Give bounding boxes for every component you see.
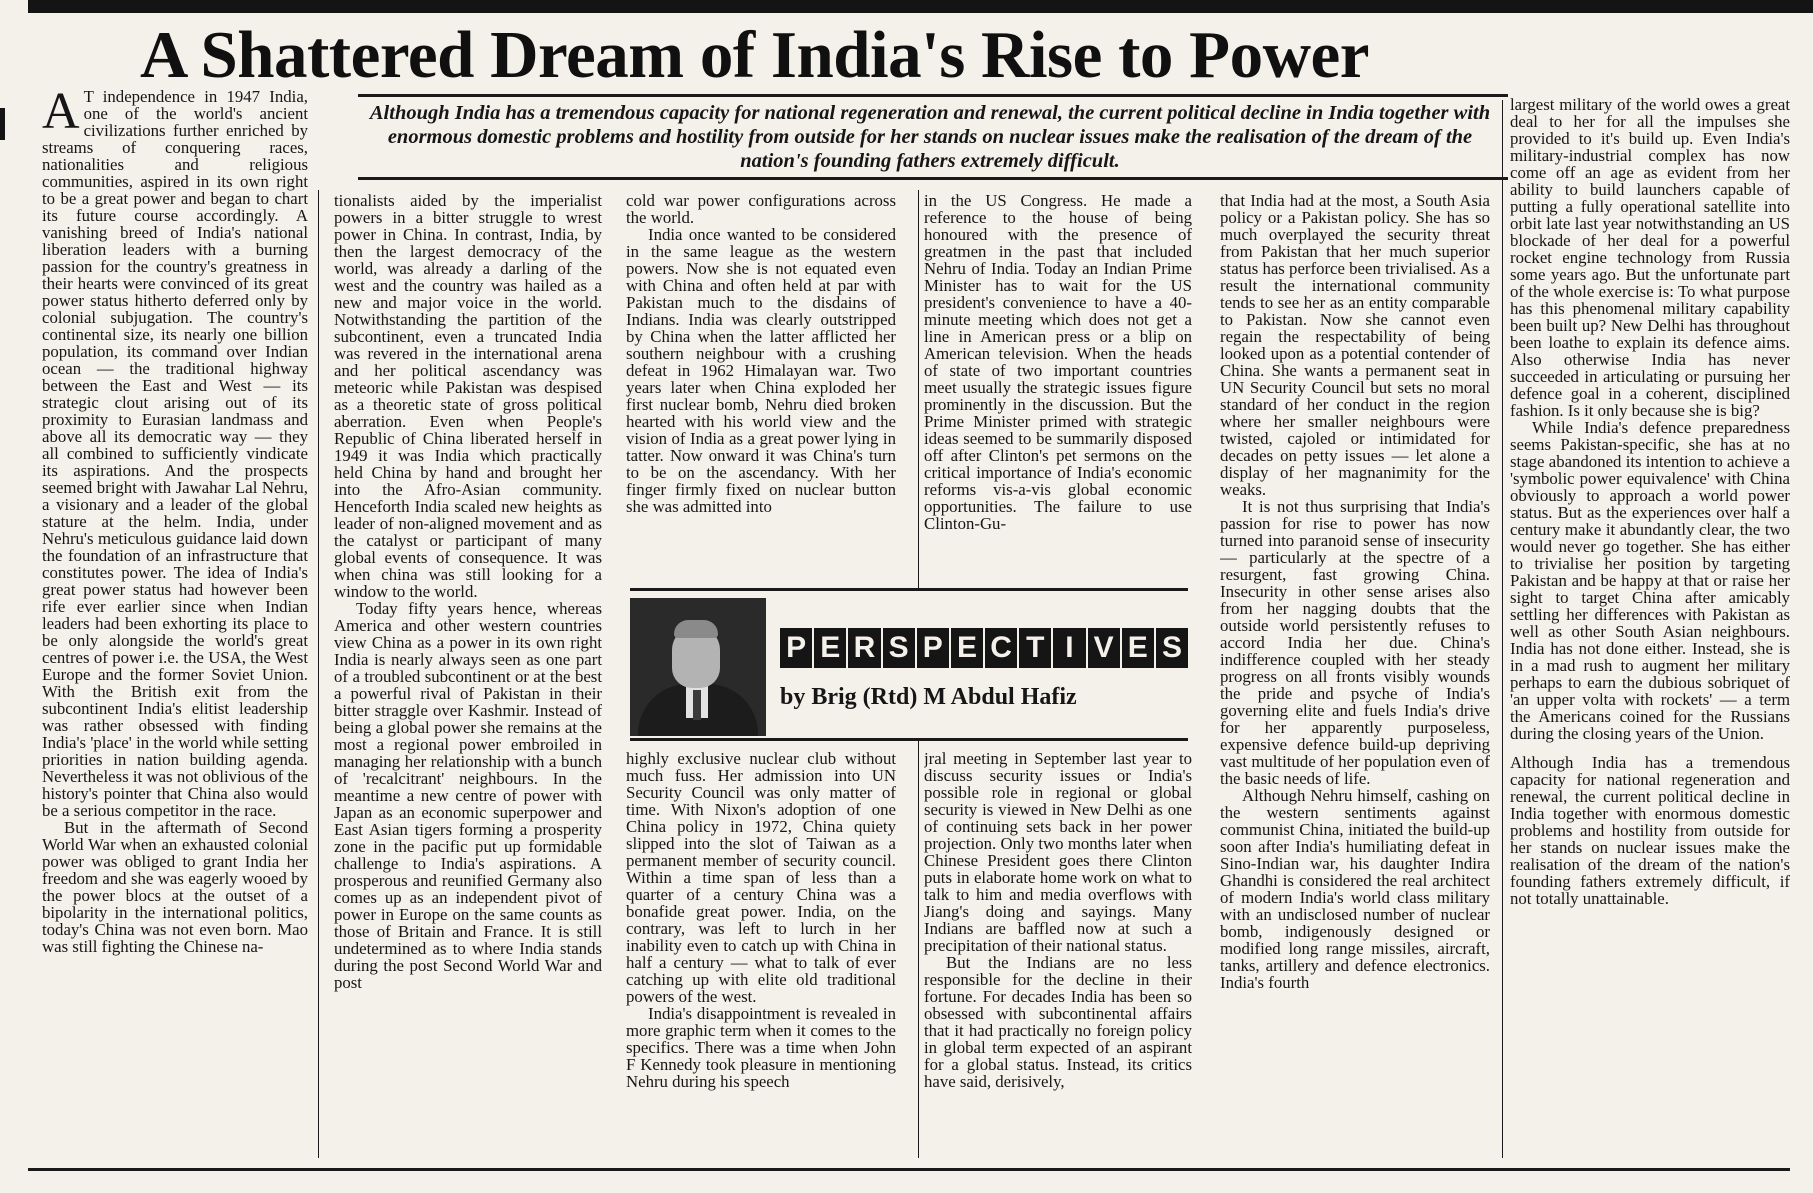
deck-bottom-rule — [358, 177, 1508, 180]
bottom-rule — [28, 1168, 1790, 1171]
column-2 — [334, 192, 602, 1160]
banner-letter: S — [883, 628, 915, 668]
banner-letter: E — [1122, 628, 1154, 668]
paragraph: Although Nehru himself, cashing on the western sentiments against communist China, initiated the build-up soon after India's humiliating defeat in Sino-Indian war, his daughter Indira Ghandhi is considered the real architect of modern India's world class military with an undisclosed number of nuclear bomb, indigenously designed or modified long range missiles, aircraft, tanks, artillery and defence electronics. India's fourth — [1220, 786, 1490, 992]
paragraph: But in the aftermath of Second World War when an exhausted colonial power was obliged to grant India her freedom and she was eagerly wooed by the power blocs at the outset of a bipolarity in the international politics, today's China was not even born. Mao was still fighting the Chinese na- — [42, 818, 308, 956]
box-bottom-rule — [630, 738, 1188, 741]
paragraph: tionalists aided by the imperialist powers in a bitter struggle to wrest power in China. In contrast, India, by then the largest democracy of the world, was already a darling of the west and the country was hailed as a new and major voice in the world. Notwithstanding the partition of the subcontinent, even a truncated India was revered in the international arena and her political ascendancy was meteoric while Pakistan was despised as a theoretic state of gross political aberration. Even when People's Republic of China liberated herself in 1949 it was India which practically held China by hand and brought her into the Afro-Asian community. Henceforth India scaled new heights as leader of non-aligned movement and as the catalyst or participant of many global events of consequence. It was when china was still looking for a window to the world. — [334, 192, 602, 601]
banner-letter: I — [1053, 628, 1085, 668]
paragraph: largest military of the world owes a great deal to her for all the impulses she provided to it's build up. Even India's military-industrial complex has now come off an age as evident from her ability to build launchers capable of putting a fully operational satellite into orbit late last year notwithstanding an US blockade of her deal for a powerful rocket engine technology from Russia some years ago. But the unfortunate part of the whole exercise is: To what purpose has this phenomenal military capability been built up? New Delhi has throughout been loathe to explain its defence aims. Also otherwise India has never succeeded in articulating or pursuing her defence goal in a coherent, disciplined fashion. Is it only because she is big? — [1510, 96, 1790, 420]
author-photo — [630, 598, 766, 736]
paragraph: jral meeting in September last year to discuss security issues or India's possible role in regional or global security is viewed in New Delhi as one of continuing sets back in her power projection. Only two months later when Chinese President goes there Clinton puts in elaborate home work on what to talk to him and media overflows with Jiang's doing and sayings. Many Indians are baffled now at such a precipitation of their national status. — [924, 750, 1192, 955]
paragraph: Although India has a tremendous capacity for national regeneration and renewal, the current political decline in India together with enormous domestic problems and hostility from outside for her stands on nuclear issues make the realisation of the dream of the nation's founding fathers extremely difficult, if not totally unattainable. — [1510, 753, 1790, 908]
paragraph: India once wanted to be considered in the same league as the western powers. Now she is not equated even with China and often held at par with Pakistan much to the disdains of Indians. India was clearly outstripped by China when the latter afflicted her southern neighbour with a crushing defeat in 1962 Himalayan war. Two years later when China exploded her first nuclear bomb, Nehru died broken hearted with his world view and the vision of India as a great power lying in tatter. Now onward it was China's turn to be on the ascendancy. With her finger firmly fixed on nuclear button she was admitted into — [626, 225, 896, 516]
headline: A Shattered Dream of India's Rise to Power — [140, 18, 1369, 92]
column-4-bottom — [924, 750, 1192, 1160]
perspectives-box — [630, 590, 1188, 736]
paragraph: in the US Congress. He made a reference to the house of being honoured with the presence of greatmen in the past that included Nehru of India. Today an Indian Prime Minister has to wait for the US president's convenience to have a 40-minute meeting which does not get a line in American press or a blip on American television. When the heads of state of two important countries meet usually the strategic issues figure prominently in the discussion. But the Prime Minister primed with strategic ideas seemed to be summarily disposed off after Clinton's pet sermons on the critical importance of India's economic reforms vis-a-vis global economic opportunities. The failure to use Clinton-Gu- — [924, 192, 1192, 533]
column-divider — [918, 740, 919, 1158]
paragraph: highly exclusive nuclear club without much fuss. Her admission into UN Security Council was only matter of time. With Nixon's adoption of one China policy in 1972, China quiety slipped into the slot of Taiwan as a permanent member of security council. Within a time span of less than a quarter of a century China was a bonafide great power. India, on the contrary, was left to lurch in her inability even to catch up with China in half a century — what to talk of ever catching up with elite old traditional powers of the west. — [626, 750, 896, 1006]
paragraph: While India's defence preparedness seems Pakistan-specific, she has at no stage abandoned its intention to achieve a 'symbolic power equivalence' with China obviously to approach a world power status. But as the experiences over half a century make it abundantly clear, the two would never go together. She has either to trivialise her position by targeting Pakistan and be happy at that or raise her sight to target China after amicably settling her differences with Pakistan as well as other South Asian neighbours. India has not done either. Instead, she is in a mad rush to augment her military perhaps to earn the dubious sobriquet of 'an upper volta with rockets' — a term the Americans coined for the Russians during the closing years of the Union. — [1510, 418, 1790, 743]
banner-letter: E — [814, 628, 846, 668]
banner-letter: P — [780, 628, 812, 668]
column-6 — [1510, 96, 1790, 1160]
column-divider — [318, 190, 319, 1158]
column-divider — [1502, 100, 1503, 1158]
perspectives-banner — [780, 628, 1188, 668]
banner-letter: V — [1088, 628, 1120, 668]
banner-letter: E — [951, 628, 983, 668]
column-1 — [42, 88, 308, 1160]
paragraph-text: T independence in 1947 India, one of the world's ancient civilizations further enriched by streams of conquering races, nationalities and religious communities, aspired in its own right to be a great power and began to chart its future course accordingly. A vanishing breed of India's national liberation leaders with a burning passion for the country's greatness in their hearts were convinced of its great power status hitherto deferred only by colonial subjugation. The country's continental size, its nearly one billion population, its command over Indian ocean — the traditional highway between the East and West — its strategic clout arising out of its proximity to Eurasian landmass and above all its democratic way — they all combined to sufficiently vindicate its aspirations. And the prospects seemed bright with Jawahar Lal Nehru, a visionary and a leader of the global stature at the helm. India, under Nehru's meticulous guidance laid down the foundation of an infrastructure that constitutes power. The idea of India's great power status had however been rife ever earlier since when Indian leaders had been exhorting its place to be only alongside the world's great centres of power i.e. the USA, the West Europe and the former Soviet Union. With the British exit from the subcontinent India's elitist leadership was rather obsessed with finding India's 'place' in the world while setting priorities in nation building agenda. Nevertheless it was not oblivious of the history's pointer that China also would be a serious competitor in the race. — [42, 88, 308, 820]
photo-hair — [674, 620, 718, 638]
banner-letter: R — [848, 628, 880, 668]
paragraph: Today fifty years hence, whereas America and other western countries view China as a power in its own right India is nearly always seen as one part of a troubled subcontinent or at the best a powerful rival of Pakistan in their bitter straggle over Kashmir. Instead of being a global power she remains at the most a regional power embroiled in managing her relationship with a bunch of 'recalcitrant' neighbours. In the meantime a new centre of power with Japan as an economic superpower and East Asian tigers forming a prosperity zone in the pacific put up formidable challenge to India's aspirations. A prosperous and reunified Germany also comes up as an independent pivot of power in Europe on the same counts as those of Britain and France. It is still undetermined as to where India stands during the post Second World War and post — [334, 599, 602, 992]
paragraph: But the Indians are no less responsible for the decline in their fortune. For decades India has been so obsessed with subcontinental affairs that it had practically no foreign policy in global term expected of an aspirant for a global status. Instead, its critics have said, derisively, — [924, 953, 1192, 1091]
photo-tie — [693, 690, 701, 720]
paragraph — [42, 88, 308, 819]
column-5 — [1220, 192, 1490, 1160]
deck-top-rule — [358, 94, 1508, 97]
column-3-bottom — [626, 750, 896, 1160]
drop-cap: A — [42, 88, 80, 140]
left-edge-mark — [0, 108, 5, 140]
paragraph: that India had at the most, a South Asia policy or a Pakistan policy. She has so much overplayed the security threat from Pakistan that her much superior status has perforce been trivialised. As a result the international community tends to see her as an entity comparable to Pakistan. Now she cannot even regain the respectability of being looked upon as a potential contender of China. She wants a permanent seat in UN Security Council but sets no moral standard of her conduct in the region where her smaller neighbours were twisted, cajoled or intimidated for decades on petty issues — let alone a display of her magnanimity for the weaks. — [1220, 192, 1490, 499]
top-border-bar — [28, 0, 1813, 13]
banner-letter: C — [985, 628, 1017, 668]
column-4-top — [924, 192, 1192, 580]
byline: by Brig (Rtd) M Abdul Hafiz — [780, 684, 1077, 710]
banner-letter: S — [1156, 628, 1188, 668]
paragraph: India's disappointment is revealed in more graphic term when it comes to the specifics. There was a time when John F Kennedy took pleasure in mentioning Nehru during his speech — [626, 1004, 896, 1091]
deck: Although India has a tremendous capacity for national regeneration and renewal, the current political decline in India together with enormous domestic problems and hostility from outside for her stands on nuclear issues make the realisation of the dream of the nation's founding fathers extremely difficult. — [369, 102, 1491, 172]
banner-letter: P — [917, 628, 949, 668]
column-divider — [918, 190, 919, 590]
paragraph: It is not thus surprising that India's passion for rise to power has now turned into paranoid sense of insecurity — particularly at the spectre of a resurgent, fast growing China. Insecurity in other sense arises also from her nagging doubts that the outside world persistently refuses to accord India her due. China's indifference coupled with her steady progress on all fronts visibly wounds the pride and psyche of India's governing elite and fuels India's drive for her apparently purposeless, expensive defence build-up depriving vast multitude of her population even of the basic needs of life. — [1220, 497, 1490, 788]
paragraph: cold war power configurations across the world. — [626, 192, 896, 227]
column-3-top — [626, 192, 896, 580]
banner-letter: T — [1019, 628, 1051, 668]
